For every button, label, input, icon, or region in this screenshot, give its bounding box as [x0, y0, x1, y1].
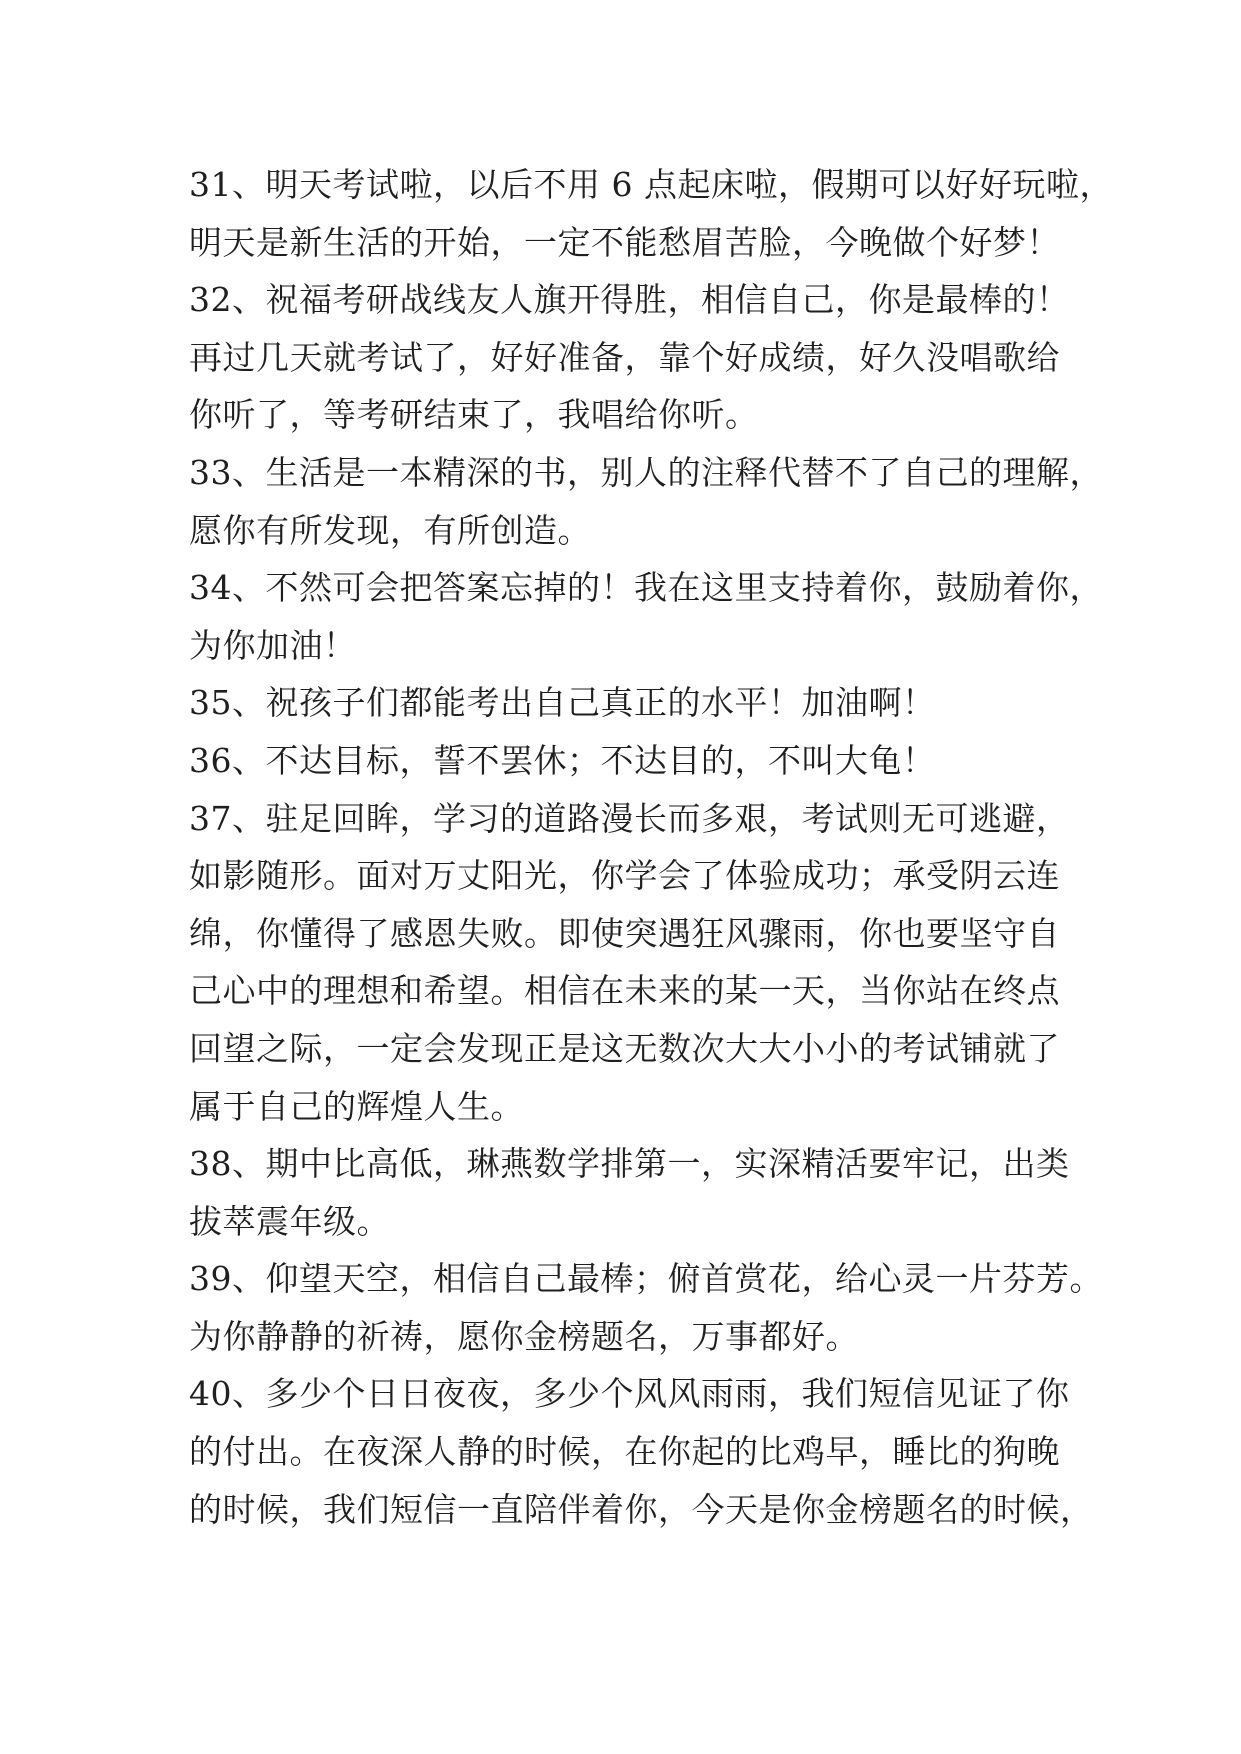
- text-line: 明天是新生活的开始，一定不能愁眉苦脸，今晚做个好梦！: [189, 222, 1060, 262]
- text-line: 为你静静的祈祷，愿你金榜题名，万事都好。: [189, 1316, 859, 1356]
- text-line: 31、明天考试啦，以后不用 6 点起床啦，假期可以好好玩啦，: [189, 165, 1113, 204]
- text-line: 39、仰望天空，相信自己最棒；俯首赏花，给心灵一片芬芳。: [189, 1259, 1103, 1299]
- text-line: 的付出。在夜深人静的时候，在你起的比鸡早，睡比的狗晚: [189, 1432, 1060, 1472]
- text-line: 33、生活是一本精深的书，别人的注释代替不了自己的理解，: [189, 452, 1103, 492]
- text-line: 拔萃震年级。: [189, 1201, 390, 1241]
- text-line: 回望之际，一定会发现正是这无数次大大小小的考试铺就了: [189, 1028, 1060, 1068]
- text-line: 再过几天就考试了，好好准备，靠个好成绩，好久没唱歌给: [189, 337, 1060, 377]
- text-line: 40、多少个日日夜夜，多少个风风雨雨，我们短信见证了你: [189, 1374, 1070, 1414]
- text-line: 己心中的理想和希望。相信在未来的某一天，当你站在终点: [189, 971, 1060, 1011]
- text-line: 愿你有所发现，有所创造。: [189, 510, 591, 550]
- text-line: 属于自己的辉煌人生。: [189, 1086, 524, 1126]
- text-line: 的时候，我们短信一直陪伴着你，今天是你金榜题名的时候，: [189, 1489, 1094, 1529]
- text-line: 36、不达目标，誓不罢休；不达目的，不叫大龟！: [189, 740, 936, 780]
- text-line: 绵，你懂得了感恩失败。即使突遇狂风骤雨，你也要坚守自: [189, 913, 1060, 953]
- text-line: 35、祝孩子们都能考出自己真正的水平！加油啊！: [189, 683, 936, 723]
- text-line: 34、不然可会把答案忘掉的！我在这里支持着你，鼓励着你，: [189, 568, 1103, 608]
- text-line: 32、祝福考研战线友人旗开得胜，相信自己，你是最棒的！: [189, 280, 1070, 320]
- document-body: [189, 156, 1113, 1538]
- text-line: 为你加油！: [189, 625, 357, 665]
- text-line: 37、驻足回眸，学习的道路漫长而多艰，考试则无可逃避，: [189, 798, 1070, 838]
- text-line: 你听了，等考研结束了，我唱给你听。: [189, 395, 759, 435]
- text-line: 如影随形。面对万丈阳光，你学会了体验成功；承受阴云连: [189, 856, 1060, 896]
- text-line: 38、期中比高低，琳燕数学排第一，实深精活要牢记，出类: [189, 1144, 1070, 1184]
